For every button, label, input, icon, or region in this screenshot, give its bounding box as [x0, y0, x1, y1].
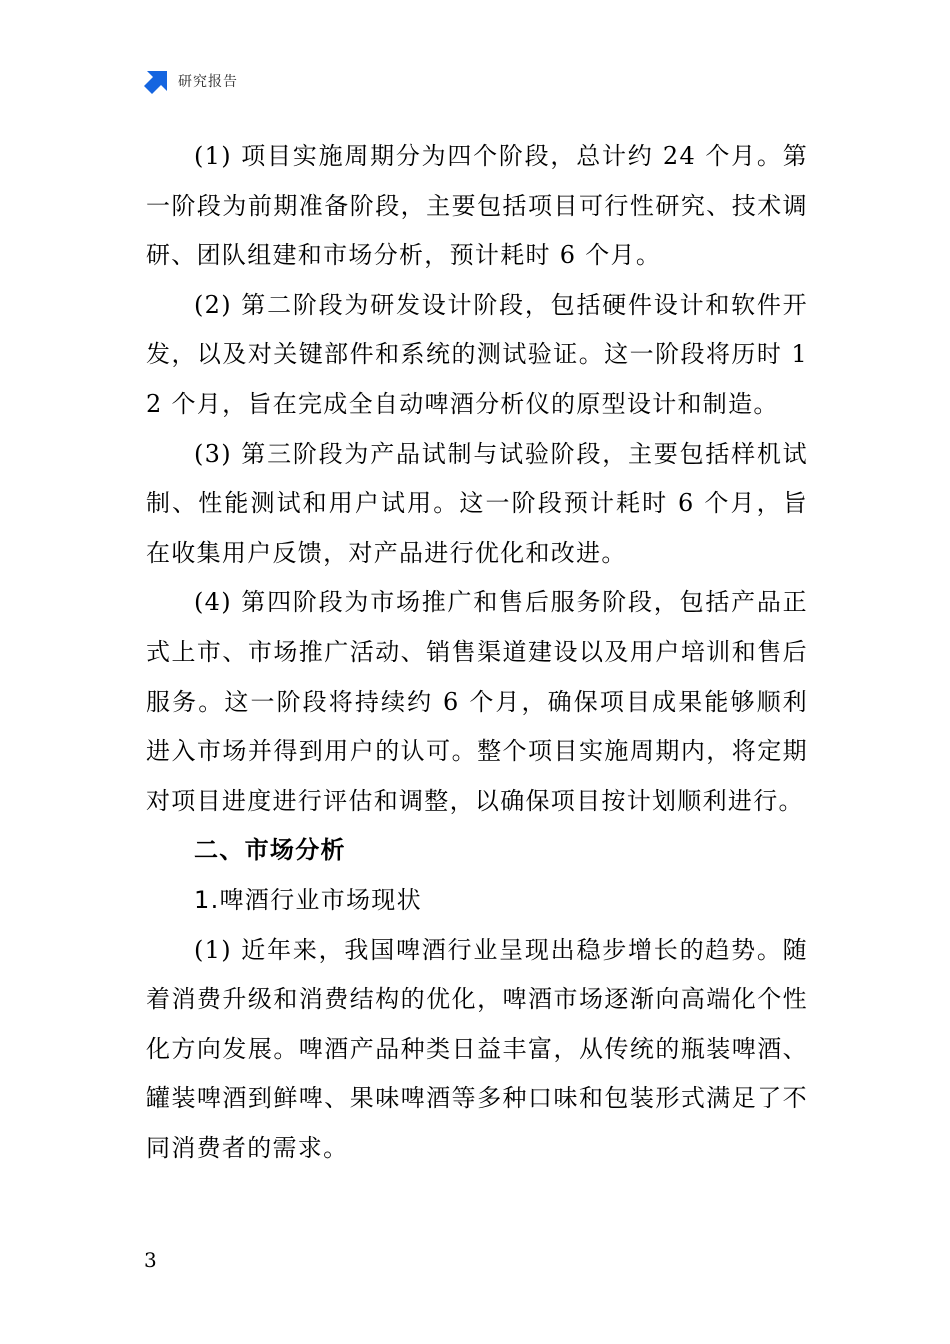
paragraph-phase-1: (1) 项目实施周期分为四个阶段，总计约 24 个月。第一阶段为前期准备阶段，主要包括项目可行性研究、技术调研、团队组建和市场分析，预计耗时 6 个月。 — [146, 142, 808, 270]
document-body — [146, 132, 808, 1173]
paragraph-market-status: (1) 近年来，我国啤酒行业呈现出稳步增长的趋势。随着消费升级和消费结构的优化，啤酒市场逐渐向高端化个性化方向发展。啤酒产品种类日益丰富，从传统的瓶装啤酒、罐装啤酒到鲜啤、果味啤酒等多种口味和包装形式满足了不同消费者的需求。 — [146, 935, 808, 1162]
header-title: 研究报告 — [178, 74, 238, 90]
arrow-up-right-icon — [144, 68, 170, 94]
paragraph-phase-4: (4) 第四阶段为市场推广和售后服务阶段，包括产品正式上市、市场推广活动、销售渠道建设以及用户培训和售后服务。这一阶段将持续约 6 个月，确保项目成果能够顺利进入市场并得到用户的认可。整个项目实施周期内，将定期对项目进度进行评估和调整，以确保项目按计划顺利进行。 — [146, 588, 808, 815]
section-heading: 二、市场分析 — [194, 836, 346, 865]
page-number: 3 — [144, 1248, 157, 1272]
paragraph-phase-2: (2) 第二阶段为研发设计阶段，包括硬件设计和软件开发，以及对关键部件和系统的测试验证。这一阶段将历时 12 个月，旨在完成全自动啤酒分析仪的原型设计和制造。 — [146, 290, 808, 418]
paragraph-phase-3: (3) 第三阶段为产品试制与试验阶段，主要包括样机试制、性能测试和用户试用。这一阶段预计耗时 6 个月，旨在收集用户反馈，对产品进行优化和改进。 — [146, 439, 808, 567]
page-header — [144, 66, 238, 96]
subsection-heading: 1.啤酒行业市场现状 — [194, 885, 422, 914]
